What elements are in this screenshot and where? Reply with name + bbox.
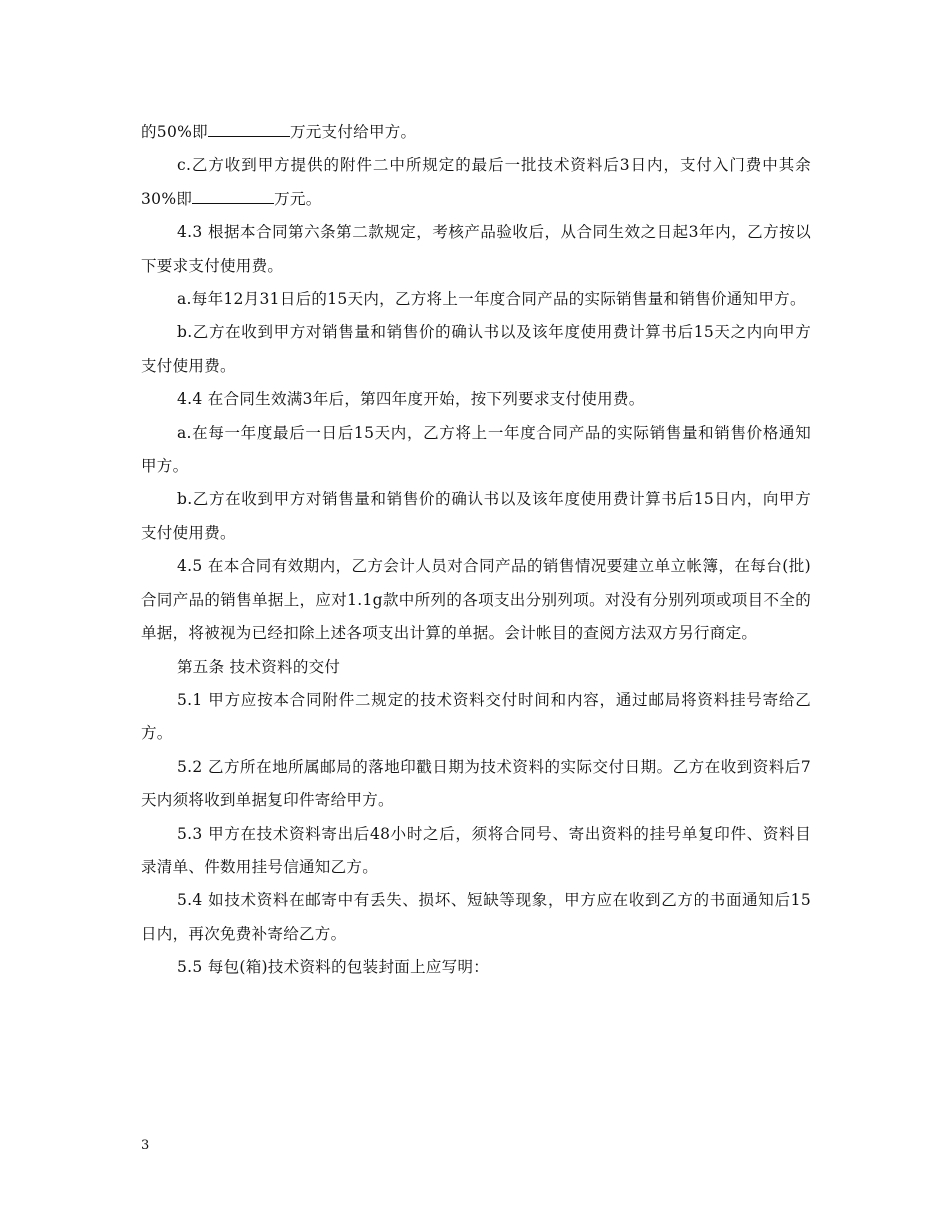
paragraph-9: 4.5 在本合同有效期内，乙方会计人员对合同产品的销售情况要建立单立帐簿，在每台(批)合同产品的销售单据上，应对1.1g款中所列的各项支出分别列项。对没有分别列项或项目不全的单据，将被视为已经扣除上述各项支出计算的单据。会计帐目的查阅方法双方另行商定。 <box>141 557 811 643</box>
fill-in-blank <box>192 189 274 204</box>
section-heading: 第五条 技术资料的交付 <box>177 657 341 676</box>
paragraph-12: 5.2 乙方所在地所属邮局的落地印戳日期为技术资料的实际交付日期。乙方在收到资料后7天内须将收到单据复印件寄给甲方。 <box>141 757 811 810</box>
paragraph-2: c.乙方收到甲方提供的附件二中所规定的最后一批技术资料后3日内，支付入门费中其余30%即 万元。 <box>141 156 811 208</box>
paragraph-4: a.每年12月31日后的15天内，乙方将上一年度合同产品的实际销售量和销售价通知甲方。 <box>177 290 806 309</box>
paragraph-1: 的50%即 万元支付给甲方。 <box>141 123 417 141</box>
paragraph-7: a.在每一年度最后一日后15天内，乙方将上一年度合同产品的实际销售量和销售价格通知甲方。 <box>141 423 811 476</box>
paragraph-11: 5.1 甲方应按本合同附件二规定的技术资料交付时间和内容，通过邮局将资料挂号寄给乙方。 <box>141 690 811 743</box>
paragraph-14: 5.4 如技术资料在邮寄中有丢失、损坏、短缺等现象，甲方应在收到乙方的书面通知后15日内，再次免费补寄给乙方。 <box>141 891 811 943</box>
paragraph-5: b.乙方在收到甲方对销售量和销售价的确认书以及该年度使用费计算书后15天之内向甲方支付使用费。 <box>141 323 811 375</box>
paragraph-6: 4.4 在合同生效满3年后，第四年度开始，按下列要求支付使用费。 <box>177 390 645 409</box>
paragraph-13: 5.3 甲方在技术资料寄出后48小时之后，须将合同号、寄出资料的挂号单复印件、资料目录清单、件数用挂号信通知乙方。 <box>141 824 811 876</box>
paragraph-8: b.乙方在收到甲方对销售量和销售价的确认书以及该年度使用费计算书后15日内，向甲方支付使用费。 <box>141 490 811 542</box>
document-body <box>141 116 811 985</box>
fill-in-blank <box>208 122 290 137</box>
paragraph-3: 4.3 根据本合同第六条第二款规定，考核产品验收后，从合同生效之日起3年内，乙方按以下要求支付使用费。 <box>141 223 811 275</box>
paragraph-15: 5.5 每包(箱)技术资料的包装封面上应写明： <box>177 958 490 977</box>
page-number: 3 <box>141 1138 150 1153</box>
